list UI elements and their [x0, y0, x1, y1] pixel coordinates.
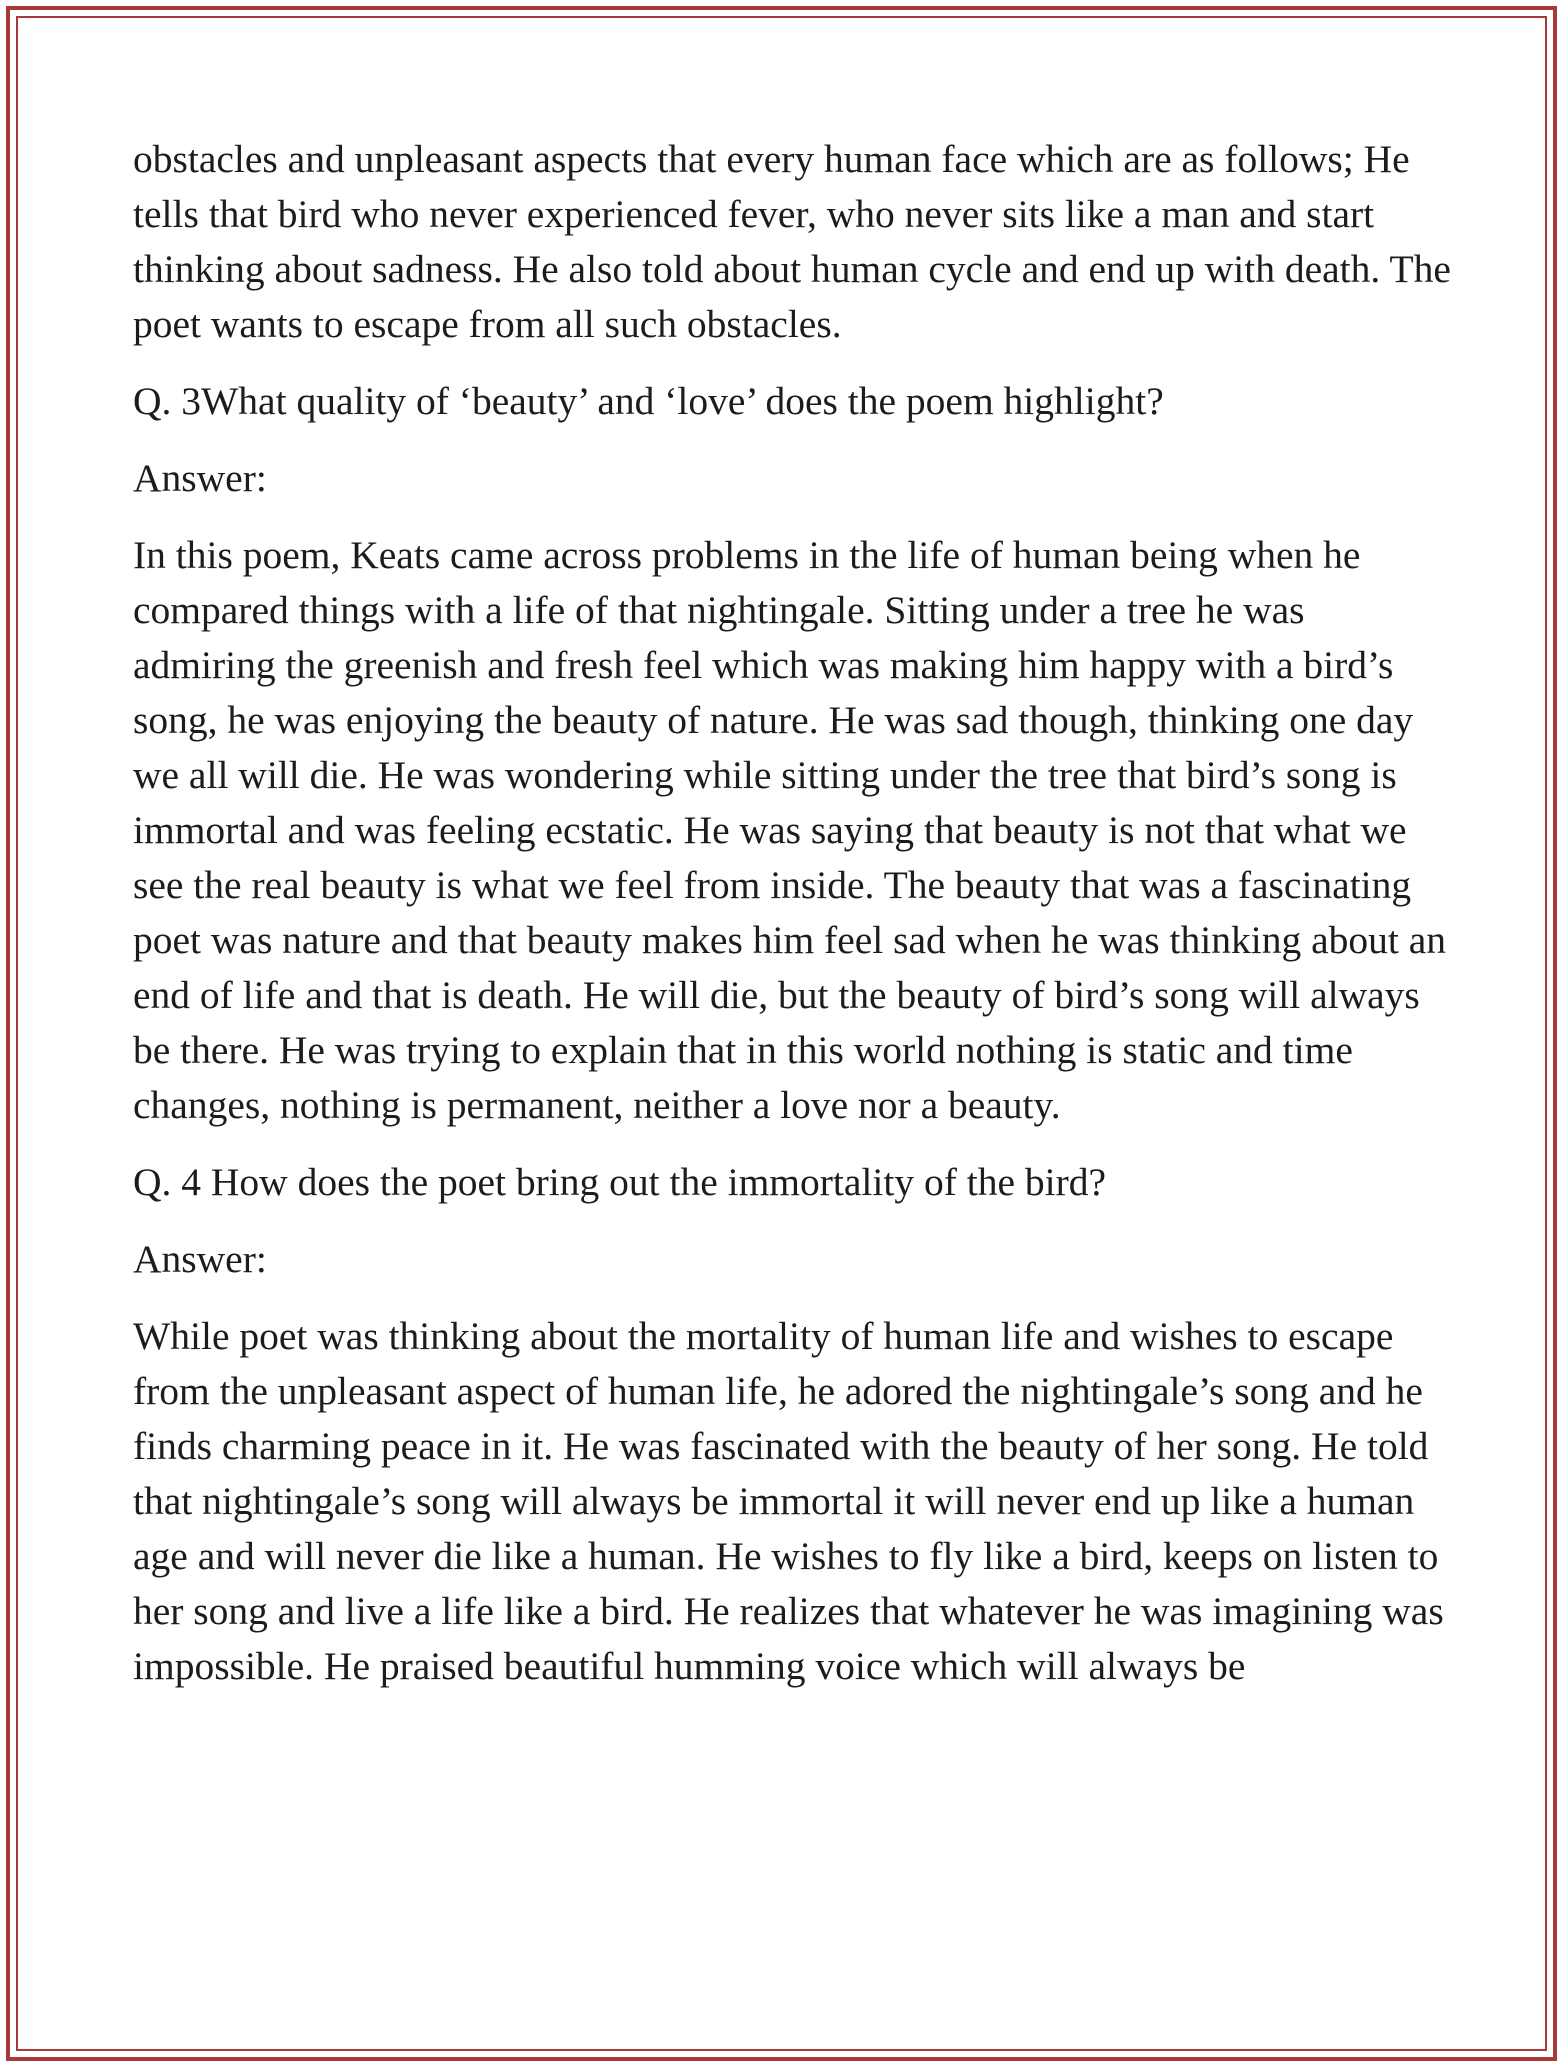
answer-4-text: While poet was thinking about the mortality of human life and wishes to escape from the unpleasant aspect of human life, he adored the nightingale’s song and he finds charming peace in it. He was fascinated with the beauty of her song. He told that nightingale’s song will always be immortal it will never end up like a human age and will never die like a human. He wishes to fly like a bird, keeps on listen to her song and live a life like a bird. He realizes that whatever he was imagining was impossible. He praised beautiful humming voice which will always be [133, 1314, 1444, 1688]
answer-3-text: In this poem, Keats came across problems in the life of human being when he compared things with a life of that nightingale. Sitting under a tree he was admiring the greenish and fresh feel which was making him happy with a bird’s song, he was enjoying the beauty of nature. He was sad though, thinking one day we all will die. He was wondering while sitting under the tree that bird’s song is immortal and was feeling ecstatic. He was saying that beauty is not that what we see the real beauty is what we feel from inside. The beauty that was a fascinating poet was nature and that beauty makes him feel sad when he was thinking about an end of life and that is death. He will die, but the beauty of bird’s song will always be there. He was trying to explain that in this world nothing is static and time changes, nothing is permanent, neither a love nor a beauty. [133, 533, 1446, 1127]
document-body [133, 132, 1453, 1716]
answer-label-4: Answer: [133, 1237, 267, 1281]
answer-label-3: Answer: [133, 456, 267, 500]
question-4: Q. 4 How does the poet bring out the immortality of the bird? [133, 1160, 1107, 1204]
paragraph-continuation: obstacles and unpleasant aspects that every human face which are as follows; He tells that bird who never experienced fever, who never sits like a man and start thinking about sadness. He also told about human cycle and end up with death. The poet wants to escape from all such obstacles. [133, 137, 1451, 346]
question-3: Q. 3What quality of ‘beauty’ and ‘love’ does the poem highlight? [133, 379, 1164, 423]
